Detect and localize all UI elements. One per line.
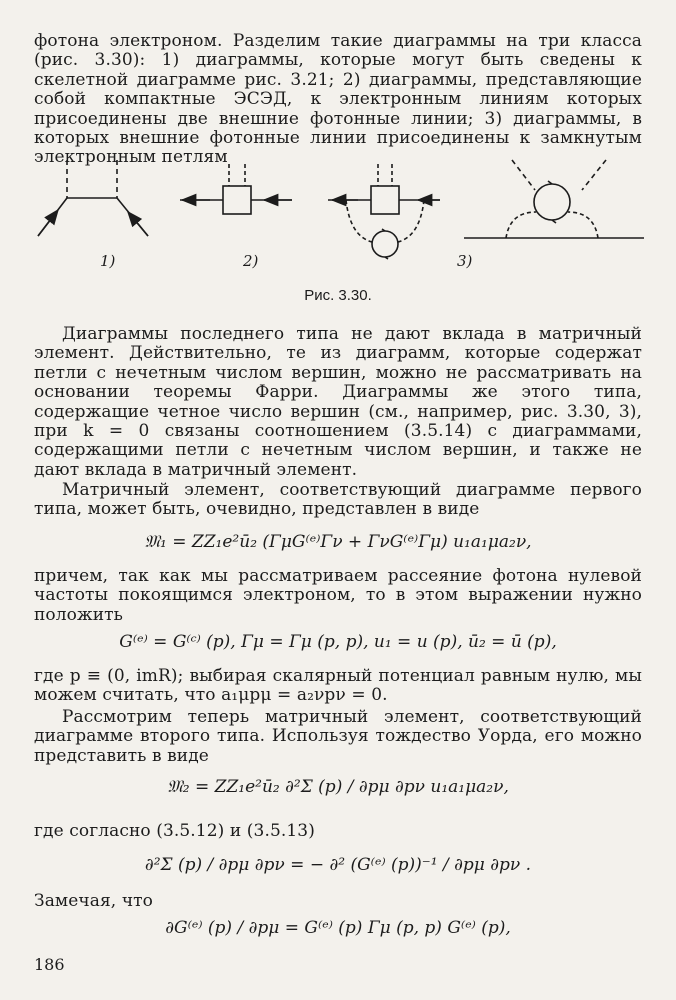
figure-3-30 bbox=[0, 150, 676, 310]
paragraph-second-type: Рассмотрим теперь матричный элемент, соответствующий диаграмме второго типа. Используя тождество Уорда, его можно представить в виде bbox=[34, 707, 642, 766]
equation-m1: 𝔐₁ = ZZ₁e²ū₂ (ΓμG⁽ᵉ⁾Γν + ΓνG⁽ᵉ⁾Γμ) u₁a₁μa₂ν, bbox=[144, 532, 532, 552]
diagram-svg bbox=[0, 150, 676, 310]
diagram-3 bbox=[464, 160, 644, 238]
equation-sigma-derivative: ∂²Σ (p) / ∂pμ ∂pν = − ∂² (G⁽ᵉ⁾ (p))⁻¹ / ∂pμ ∂pν . bbox=[144, 855, 532, 875]
paragraph-noting: Замечая, что bbox=[34, 891, 153, 911]
paragraph-according: где согласно (3.5.12) и (3.5.13) bbox=[34, 821, 315, 841]
figure-label-3: 3) bbox=[457, 252, 473, 270]
paragraph-intro: фотона электроном. Разделим такие диаграммы на три класса (рис. 3.30): 1) диаграммы, которые могут быть сведены к скелетной диаграмме рис. 3.21; 2) диаграммы, представляющие собой компактные ЭСЭД, к электронным линиям которых присоединены две внешние фотонные линии; 3) диаграммы, в которых внешние фотонные линии присоединены к замкнутым электронным петлям bbox=[34, 31, 642, 168]
figure-label-1: 1) bbox=[100, 252, 116, 270]
figure-caption: Рис. 3.30. bbox=[304, 287, 372, 304]
diagram-1 bbox=[38, 160, 148, 236]
equation-m2: 𝔐₂ = ZZ₁e²ū₂ ∂²Σ (p) / ∂pμ ∂pν u₁a₁μa₂ν, bbox=[167, 777, 509, 797]
diagram-2b bbox=[328, 164, 440, 259]
diagram-2 bbox=[180, 164, 292, 214]
paragraph-third-type: Диаграммы последнего типа не дают вклада в матричный элемент. Действительно, те из диаграмм, которые содержат петли с нечетным числом вершин, можно не рассматривать на основании теоремы Фарри. Диаграммы же этого типа, содержащие четное число вершин (см., например, рис. 3.30, 3), при k = 0 связаны соотношением (3.5.14) с диаграммами, содержащими петли с нечетным числом вершин, и также не дают вклада в матричный элемент. bbox=[34, 324, 642, 480]
paragraph-zero-frequency: причем, так как мы рассматриваем рассеяние фотона нулевой частоты покоящимся электроном, то в этом выражении нужно положить bbox=[34, 566, 642, 625]
paragraph-scalar-potential: где p ≡ (0, imR); выбирая скалярный потенциал равным нулю, мы можем считать, что a₁μpμ = a₂νpν = 0. bbox=[34, 666, 642, 706]
figure-label-2: 2) bbox=[243, 252, 259, 270]
equation-substitutions: G⁽ᵉ⁾ = G⁽ᶜ⁾ (p), Γμ = Γμ (p, p), u₁ = u (p), ū₂ = ū (p), bbox=[119, 632, 557, 652]
equation-green-derivative: ∂G⁽ᵉ⁾ (p) / ∂pμ = G⁽ᵉ⁾ (p) Γμ (p, p) G⁽ᵉ⁾ (p), bbox=[165, 918, 511, 938]
paragraph-first-type: Матричный элемент, соответствующий диаграмме первого типа, может быть, очевидно, представлен в виде bbox=[34, 480, 642, 520]
page-number: 186 bbox=[34, 955, 65, 974]
